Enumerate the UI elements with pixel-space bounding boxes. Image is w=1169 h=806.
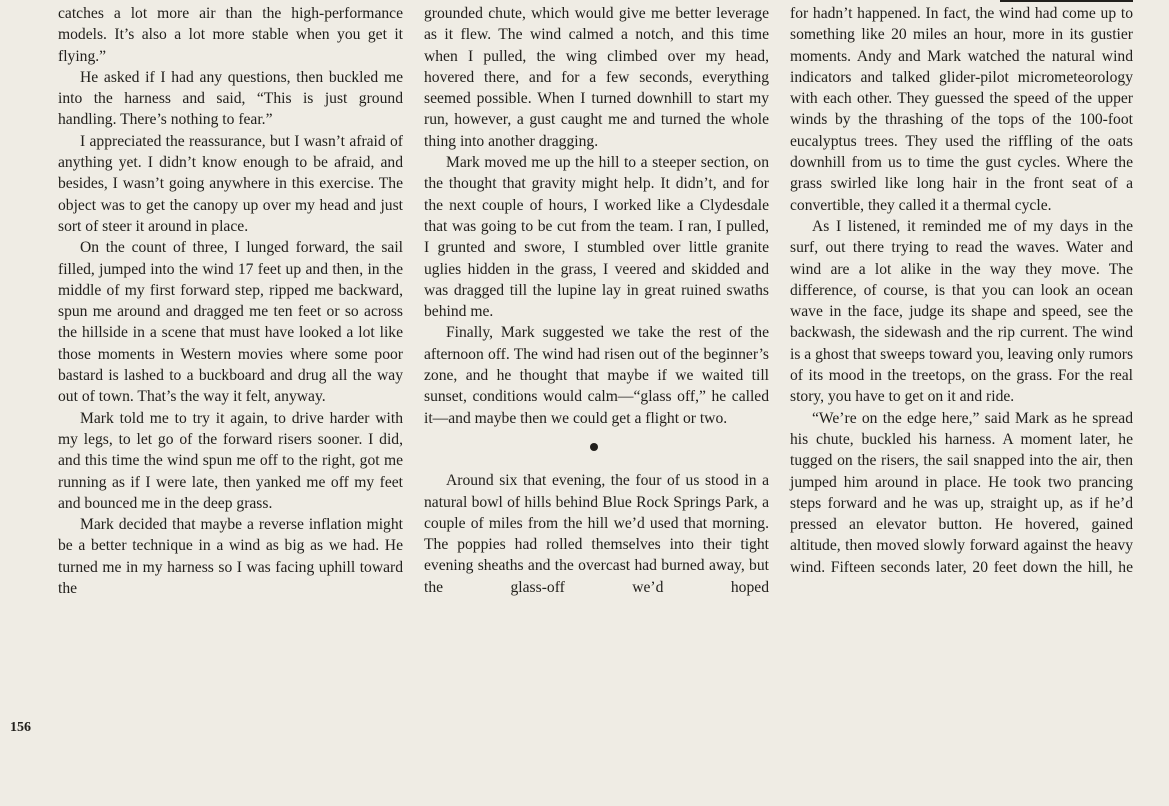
page-number: 156 (10, 720, 31, 735)
paragraph: On the count of three, I lunged forward, the sail filled, jumped into the wind 17 feet up and then, in the middle of my first forward step, ripped me backward, spun me around and dragged me ten feet or so across the hillside in a scene that must have looked a lot like those moments in Western movies where some poor bastard is lashed to a buckboard and drug all the way out of town. That’s the way it felt, anyway. (58, 239, 403, 406)
paragraph: Mark moved me up the hill to a steeper section, on the thought that gravity might help. It didn’t, and for the next couple of hours, I worked like a Clydesdale that was going to be cut from the team. I ran, I pulled, I grunted and swore, I stumbled over little granite uglies hidden in the grass, I veered and skidded and was dragged till the lupine lay in great ruined swaths behind me. (424, 154, 769, 321)
section-gap (424, 460, 769, 470)
top-rule (1000, 0, 1133, 2)
paragraph: catches a lot more air than the high-performance models. It’s also a lot more stable when you get it flying.” (58, 5, 403, 65)
section-gap (424, 429, 769, 439)
text-column-3 (790, 3, 1133, 578)
paragraph: Mark told me to try it again, to drive harder with my legs, to let go of the forward risers sooner. I did, and this time the wind spun me off to the right, got me running as if I were late, then yanked me off my feet and bounced me in the deep grass. (58, 409, 403, 512)
paragraph: Around six that evening, the four of us stood in a natural bowl of hills behind Blue Rock Springs Park, a couple of miles from the hill we’d used that morning. The poppies had rolled themselves into their tight evening sheaths and the overcast had burned away, but the glass-off we’d hoped (424, 472, 769, 596)
section-break-bullet (424, 439, 769, 460)
paragraph: I appreciated the reassurance, but I wasn’t afraid of anything yet. I didn’t know enough to be afraid, and besides, I wasn’t going anywhere in this exercise. The object was to get the canopy up over my head and just sort of steer it around in place. (58, 132, 403, 235)
text-column-1 (58, 3, 403, 599)
paragraph: “We’re on the edge here,” said Mark as he spread his chute, buckled his harness. A moment later, he tugged on the risers, the sail snapped into the air, then jumped him around in place. He took two prancing steps forward and he was up, straight up, as if he’d pressed an elevator button. He hovered, gained altitude, then moved slowly forward against the heavy wind. Fifteen seconds later, 20 feet down the hill, he (790, 409, 1133, 576)
paragraph: Mark decided that maybe a reverse inflation might be a better technique in a wind as big as we had. He turned me in my harness so I was facing uphill toward the (58, 516, 403, 598)
paragraph: for hadn’t happened. In fact, the wind had come up to something like 20 miles an hour, more in its gustier moments. Andy and Mark watched the natural wind indicators and talked glider-pilot micrometeorology with each other. They guessed the speed of the upper winds by the thrashing of the tops of the 100-foot eucalyptus trees. They used the riffling of the oats downhill from us to time the gust cycles. Where the grass swirled like long hair in the front seat of a convertible, they called it a thermal cycle. (790, 5, 1133, 214)
paragraph: grounded chute, which would give me better leverage as it flew. The wind calmed a notch, and this time when I pulled, the wing climbed over my head, hovered there, and for a few seconds, everything seemed possible. When I turned downhill to start my run, however, a gust caught me and turned the whole thing into another dragging. (424, 5, 769, 150)
paragraph: As I listened, it reminded me of my days in the surf, out there trying to read the waves. Water and wind are a lot alike in the way they move. The difference, of course, is that you can look an ocean wave in the face, judge its shape and speed, see the backwash, the sidewash and the rip current. The wind is a ghost that sweeps toward you, leaving only rumors of its mood in the treetops, on the grass. For the real story, you have to get on it and ride. (790, 217, 1134, 406)
bullet-dot-icon (590, 443, 598, 451)
paragraph: Finally, Mark suggested we take the rest of the afternoon off. The wind had risen out of the beginner’s zone, and he thought that maybe if we waited till sunset, conditions would calm—“glass off,” he called it—and maybe then we could get a flight or two. (424, 324, 769, 427)
paragraph: He asked if I had any questions, then buckled me into the harness and said, “This is just ground handling. There’s nothing to fear.” (58, 68, 403, 129)
text-column-2 (424, 3, 769, 598)
